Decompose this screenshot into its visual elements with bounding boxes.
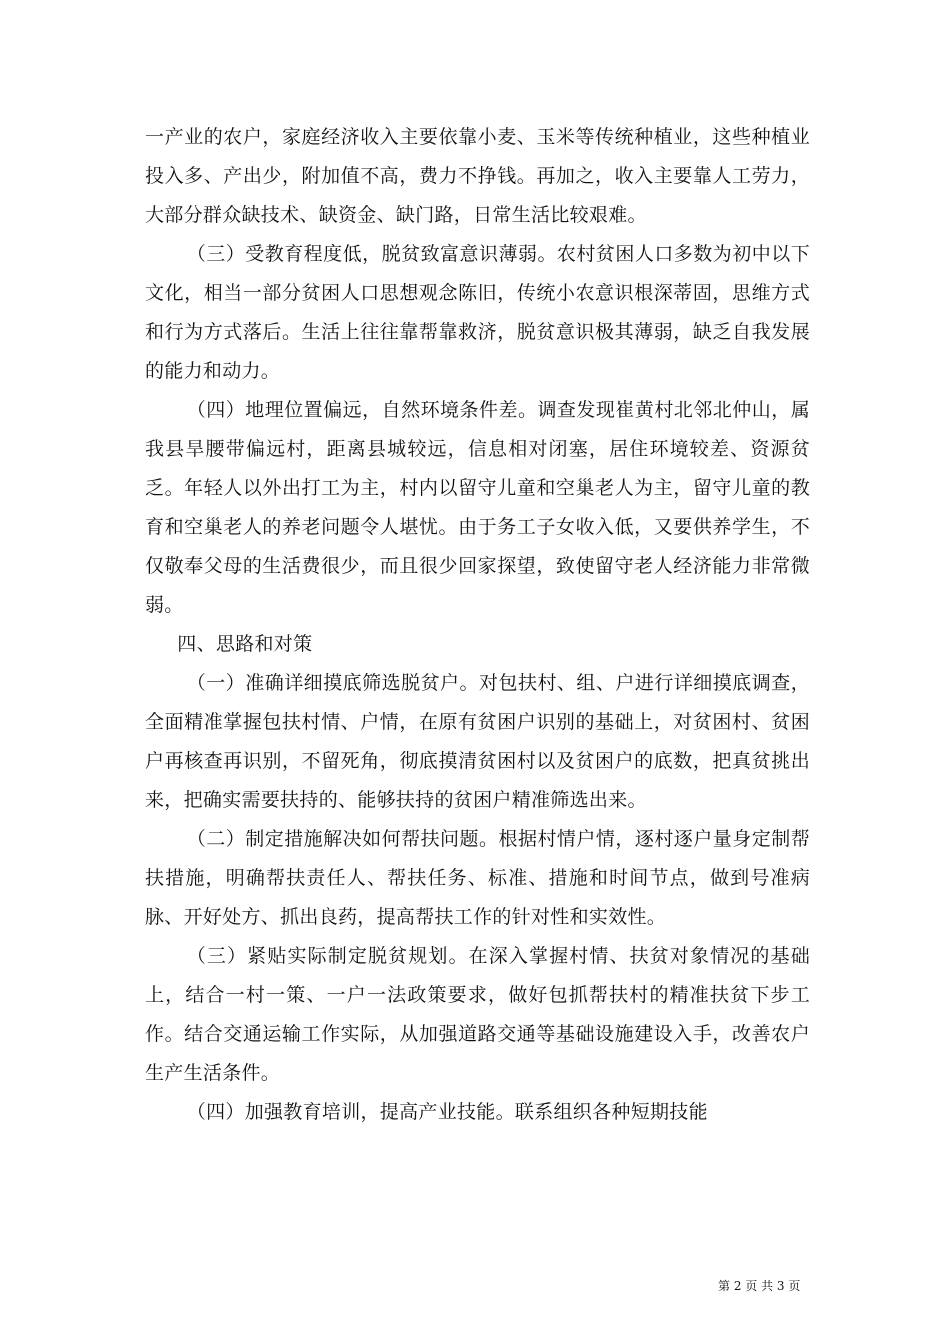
paragraph-education: （三）受教育程度低，脱贫致富意识薄弱。农村贫困人口多数为初中以下文化，相当一部分贫困人口思想观念陈旧，传统小农意识根深蒂固，思维方式和行为方式落后。生活上往往靠帮靠救济，脱贫意识极其薄弱，缺乏自我发展的能力和动力。 [145,243,810,382]
paragraph-measures: （二）制定措施解决如何帮扶问题。根据村情户情，逐村逐户量身定制帮扶措施，明确帮扶责任人、帮扶任务、标准、措施和时间节点，做到号准病脉、开好处方、抓出良药，提高帮扶工作的针对性和实效性。 [145,828,810,928]
paragraph-screening: （一）准确详细摸底筛选脱贫户。对包扶村、组、户进行详细摸底调查，全面精准掌握包扶村情、户情，在原有贫困户识别的基础上，对贫困村、贫困户再核查再识别，不留死角，彻底摸清贫困村以及贫困户的底数，把真贫挑出来，把确实需要扶持的、能够扶持的贫困户精准筛选出来。 [145,672,810,811]
paragraph-geography: （四）地理位置偏远，自然环境条件差。调查发现崔黄村北邻北仲山，属我县旱腰带偏远村，距离县城较远，信息相对闭塞，居住环境较差、资源贫乏。年轻人以外出打工为主，村内以留守儿童和空巢老人为主，留守儿童的教育和空巢老人的养老问题令人堪忧。由于务工子女收入低，又要供养学生，不仅敬奉父母的生活费很少，而且很少回家探望，致使留守老人经济能力非常微弱。 [145,399,810,616]
paragraph-planning: （三）紧贴实际制定脱贫规划。在深入掌握村情、扶贫对象情况的基础上，结合一村一策、一户一法政策要求，做好包抓帮扶村的精准扶贫下步工作。结合交通运输工作实际，从加强道路交通等基础设施建设入手，改善农户生产生活条件。 [145,945,810,1084]
page-number-footer: 第 2 页 共 3 页 [718,1279,801,1293]
document-body [145,118,810,1132]
section-heading-strategy: 四、思路和对策 [177,633,313,655]
paragraph-continuation: 一产业的农户，家庭经济收入主要依靠小麦、玉米等传统种植业，这些种植业投入多、产出少，附加值不高，费力不挣钱。再加之，收入主要靠人工劳力，大部分群众缺技术、缺资金、缺门路，日常生活比较艰难。 [145,126,810,226]
paragraph-training: （四）加强教育培训，提高产业技能。联系组织各种短期技能 [186,1101,708,1123]
